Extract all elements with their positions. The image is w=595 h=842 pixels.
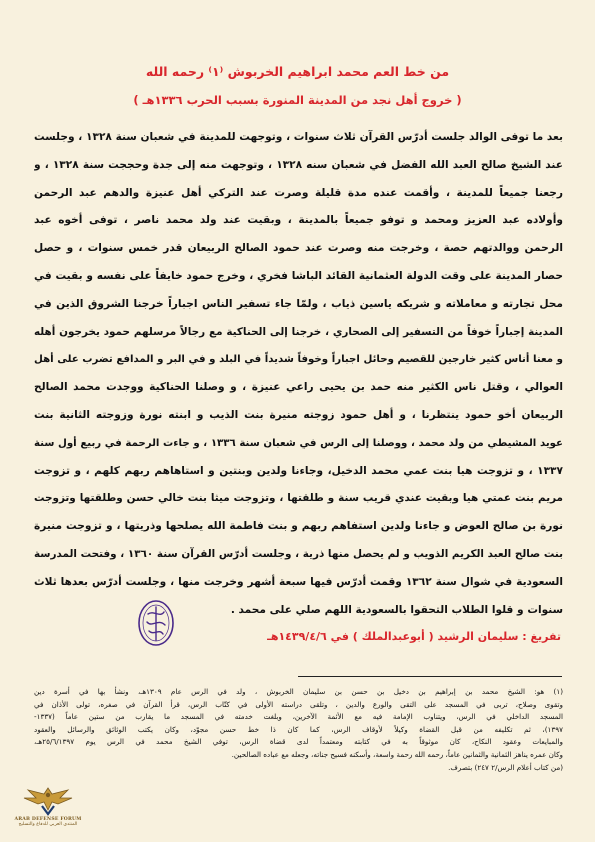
body-line: سنوات و قلوا الطلاب التحقوا بالسعودية اللهم صلي على محمد .	[230, 603, 563, 616]
body-text	[34, 124, 563, 624]
footnote-line: المسجد الداخلي في الرس، ويتناوب الإمامة فيه مع الأئمة الآخرين، وبلغت خدمته في المسجد ما يقارب من ستين عاماً (١٣٣٧-	[34, 712, 563, 722]
logo-arabic-text: المنتدى العربي للدفاع والتسليح	[18, 822, 78, 827]
body-line: حصار المدينة على وقت الدولة العثمانية القائد الباشا فخري ، وخرج حمود خايفاً على نفسه و بقيت في	[34, 269, 563, 282]
document-subtitle: ( خروج أهل نجد من المدينة المنورة بسبب الحرب ١٣٣٦هـ )	[133, 93, 462, 107]
body-line: المدينة إجباراً خوفاً من التسفير إلى الصحاري ، خرجنا إلى الحناكية مع رجالاً مرسلهم حمود يخرجون أهله	[34, 325, 563, 338]
body-line: عويد المشيطي من ولد محمد ، ووصلنا إلى الرس في شعبان سنة ١٣٣٦ ، و جاءت الرحمة في ربيع أول سنة	[34, 437, 563, 449]
body-line: نورة بن صالح العوض و جاءنا ولدين استفاهم ربهم و بنت فاطمة الله يصلحها وذريتها ، و تزوجت منيرة	[34, 520, 563, 533]
footnote-line: والمبايعات وعقود النكاح، كان موثوقاً به في كتابته ومعتمداً لدى قضاة الرس، توفي الشيخ محمد في الرس يوم ٢٥/٦/١٣٩٧هـ،	[34, 737, 563, 747]
footnote-divider	[298, 676, 562, 677]
body-line: عند الشيخ صالح العبد الله الفضل في شعبان سنه ١٣٢٨ ، وتوجهت منه إلى جدة وحججت سنة ١٣٢٨ ، و	[34, 158, 563, 171]
forum-watermark-logo	[6, 784, 90, 836]
footnotes	[34, 686, 563, 774]
body-line: الربيعان أخو حمود ينتظرنا ، و أهل حمود زوجته منيرة بنت الذيب و ابنته نورة وزوجته الثانية بنت	[34, 408, 563, 421]
body-line: محل تجارته و معاملاته و شريكه ياسين ذياب ، ولمّا جاء تسفير الناس اجباراً خرجنا الشروق الذين في	[34, 297, 563, 310]
transcription-credit: تفريغ : سليمان الرشيد ( أبوعبدالملك ) في ١٤٣٩/٤/٦هـ	[267, 630, 561, 643]
body-line: و معنا أناس كثير خارجين للقصيم وحائل اجباراً وخوفاً شديداً في البلد و في البر و المدافع تضرب على أهل	[34, 354, 563, 366]
footnote-line: ١٣٩٧)، ثم تكليفه من قبل القضاة وكيلاً لأوقاف الرس، كما كان ذا خط حسن مجوّد، وكان يكتب الوثائق والرسائل والعقود	[34, 724, 563, 734]
body-line: السعودية في شوال سنة ١٣٦٢ وقمت أدرّس فيها سبعة أشهر وخرجت منها ، وجلست أدرّس بعدها ثلاث	[34, 575, 563, 588]
footnote-line: وتقوى وصلاح، تربى في المسجد على التقى والورع والدين ، وتلقى دراسته الأولى في كتّاب الرس، قرأ القرآن في صغره، تولى الأذان في	[34, 699, 563, 709]
body-line: بنت صالح العبد الكريم الذويب و لم يحصل منها ذرية ، وجلست أدرّس القرآن سنة ١٣٦٠ ، وفتحت المدرسة	[34, 547, 563, 560]
body-line: بعد ما توفى الوالد جلست أدرّس القرآن ثلاث سنوات ، وتوجهت للمدينة في شعبان سنة ١٣٢٨ ، وجلست	[34, 131, 563, 143]
document-title: من خط العم محمد ابراهيم الخربوش ⁽١⁾ رحمه الله	[145, 64, 450, 79]
body-line: ١٣٣٧ ، و تزوجت هيا بنت عمي محمد الدخيل، وجاءنا ولدين وبنتين و استاهاهم ربهم كلهم ، و تزوجت	[34, 464, 563, 477]
body-line: مريم بنت عمتي هيا وبقيت عندي قريب سنة و طلقتها ، وتزوجت ميثا بنت خالي حسن وطلقتها وتزوجت	[34, 492, 563, 505]
body-line: وأولاده عبد العزيز ومحمد و توفو جميعاً بالمدينة ، وبقيت عند ولد محمد ناصر ، توفى أخوه عبد	[34, 214, 563, 227]
body-line: العوالي ، وقتل ناس الكثير منه حمد بن يحيى راعي عنيزة ، و وصلنا الحناكية ووجدت محمد الصالح	[34, 381, 563, 394]
footnote-line: (١) هو: الشيخ محمد بن إبراهيم بن دخيل بن حسن بن سليمان الخربوش ، ولد في الرس عام ١٣٠٩هـ، ونشأ بها في أسرة دين	[34, 687, 563, 696]
eagle-emblem-icon	[22, 784, 74, 816]
footnote-line: (من كتاب أعلام الرس/٢ ٢٤٧) بتصرف.	[448, 762, 563, 772]
body-line: رجعنا جميعاً للمدينة ، وأقمت عنده مدة قليلة وصرت عند التركي أهل عنيزة والدهم عبد الرحمن	[34, 186, 563, 199]
body-line: الرحمن ووالدتهم حصة ، وخرجت منه وصرت عند حمود الصالح الربيعان قدر خمس سنوات ، و حصل	[34, 242, 563, 255]
footnote-line: وكان عمره يناهز الثمانية والثمانين عاماً، رحمه الله رحمة واسعة، وأسكنه فسيح جناته، وجعله مع عباده الصالحين.	[231, 749, 563, 759]
logo-english-text: ARAB DEFENSE FORUM	[14, 817, 82, 822]
